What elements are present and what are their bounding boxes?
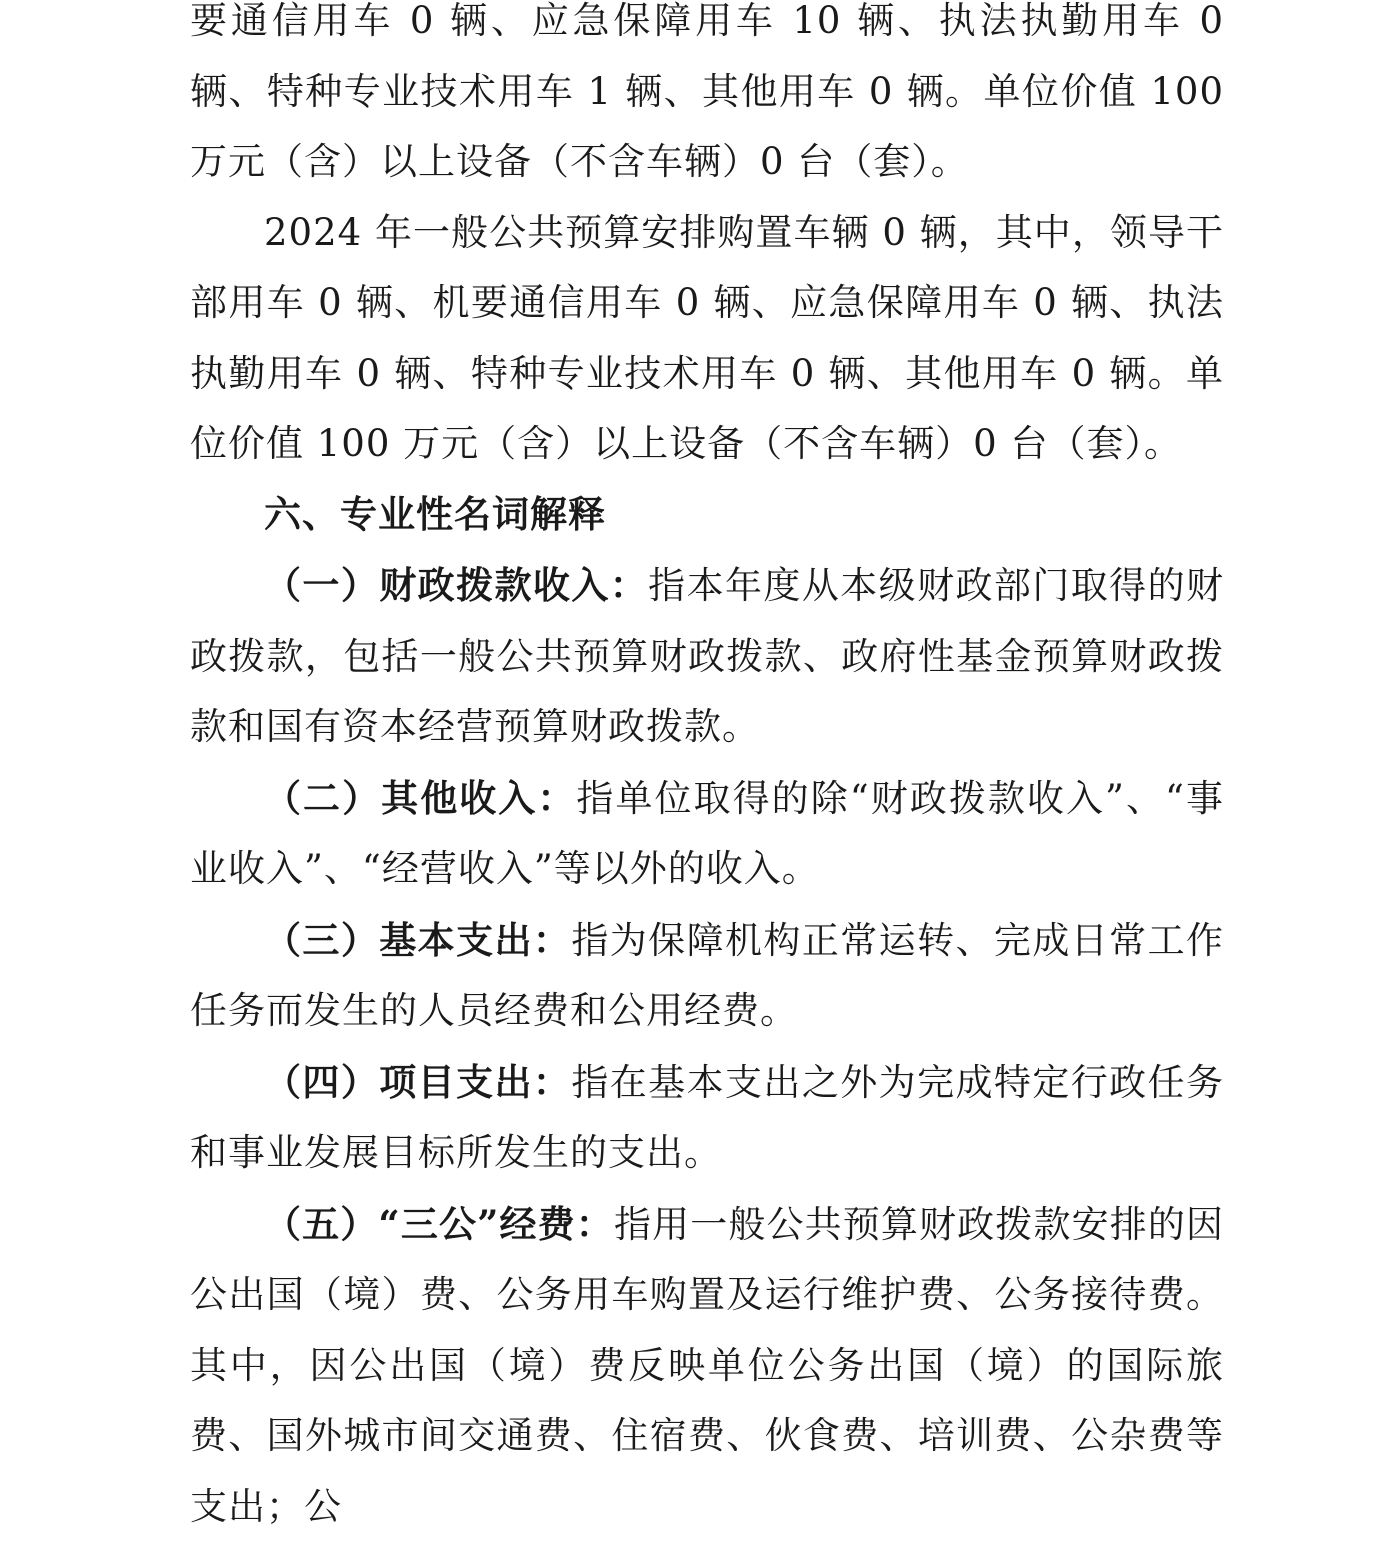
paragraph-vehicle-summary: 要通信用车 0 辆、应急保障用车 10 辆、执法执勤用车 0 辆、特种专业技术用车 1 辆、其他用车 0 辆。单位价值 100 万元（含）以上设备（不含车辆）0 台（套）。 <box>190 0 1224 198</box>
section-heading: 六、专业性名词解释 <box>190 480 1224 551</box>
definition-paragraph <box>190 1047 1224 1189</box>
definition-paragraph <box>190 1189 1224 1542</box>
definition-paragraph <box>190 763 1224 905</box>
definition-paragraph <box>190 905 1224 1047</box>
definition-term: （一）财政拨款收入： <box>264 563 648 607</box>
document-page <box>190 0 1224 1542</box>
definition-text: 指单位取得的除“财政拨款收入”、“事业收入”、“经营收入”等以外的收入。 <box>190 777 1224 891</box>
definition-text: 指在基本支出之外为完成特定行政任务和事业发展目标所发生的支出。 <box>190 1061 1224 1175</box>
definition-term: （三）基本支出： <box>264 918 571 962</box>
definition-paragraph <box>190 550 1224 763</box>
paragraph-2024-vehicle-purchase: 2024 年一般公共预算安排购置车辆 0 辆，其中，领导干部用车 0 辆、机要通信用车 0 辆、应急保障用车 0 辆、执法执勤用车 0 辆、特种专业技术用车 0 辆、其他用车 0 辆。单位价值 100 万元（含）以上设备（不含车辆）0 台（套）。 <box>190 198 1224 480</box>
definition-term: （五）“三公”经费： <box>264 1202 614 1246</box>
definition-term: （四）项目支出： <box>264 1060 571 1104</box>
definition-text: 指用一般公共预算财政拨款安排的因公出国（境）费、公务用车购置及运行维护费、公务接待费。其中，因公出国（境）费反映单位公务出国（境）的国际旅费、国外城市间交通费、住宿费、伙食费、培训费、公杂费等支出；公 <box>190 1203 1224 1528</box>
definition-term: （二）其他收入： <box>264 776 576 820</box>
definition-text: 指本年度从本级财政部门取得的财政拨款，包括一般公共预算财政拨款、政府性基金预算财政拨款和国有资本经营预算财政拨款。 <box>190 564 1224 748</box>
definition-text: 指为保障机构正常运转、完成日常工作任务而发生的人员经费和公用经费。 <box>190 919 1224 1033</box>
